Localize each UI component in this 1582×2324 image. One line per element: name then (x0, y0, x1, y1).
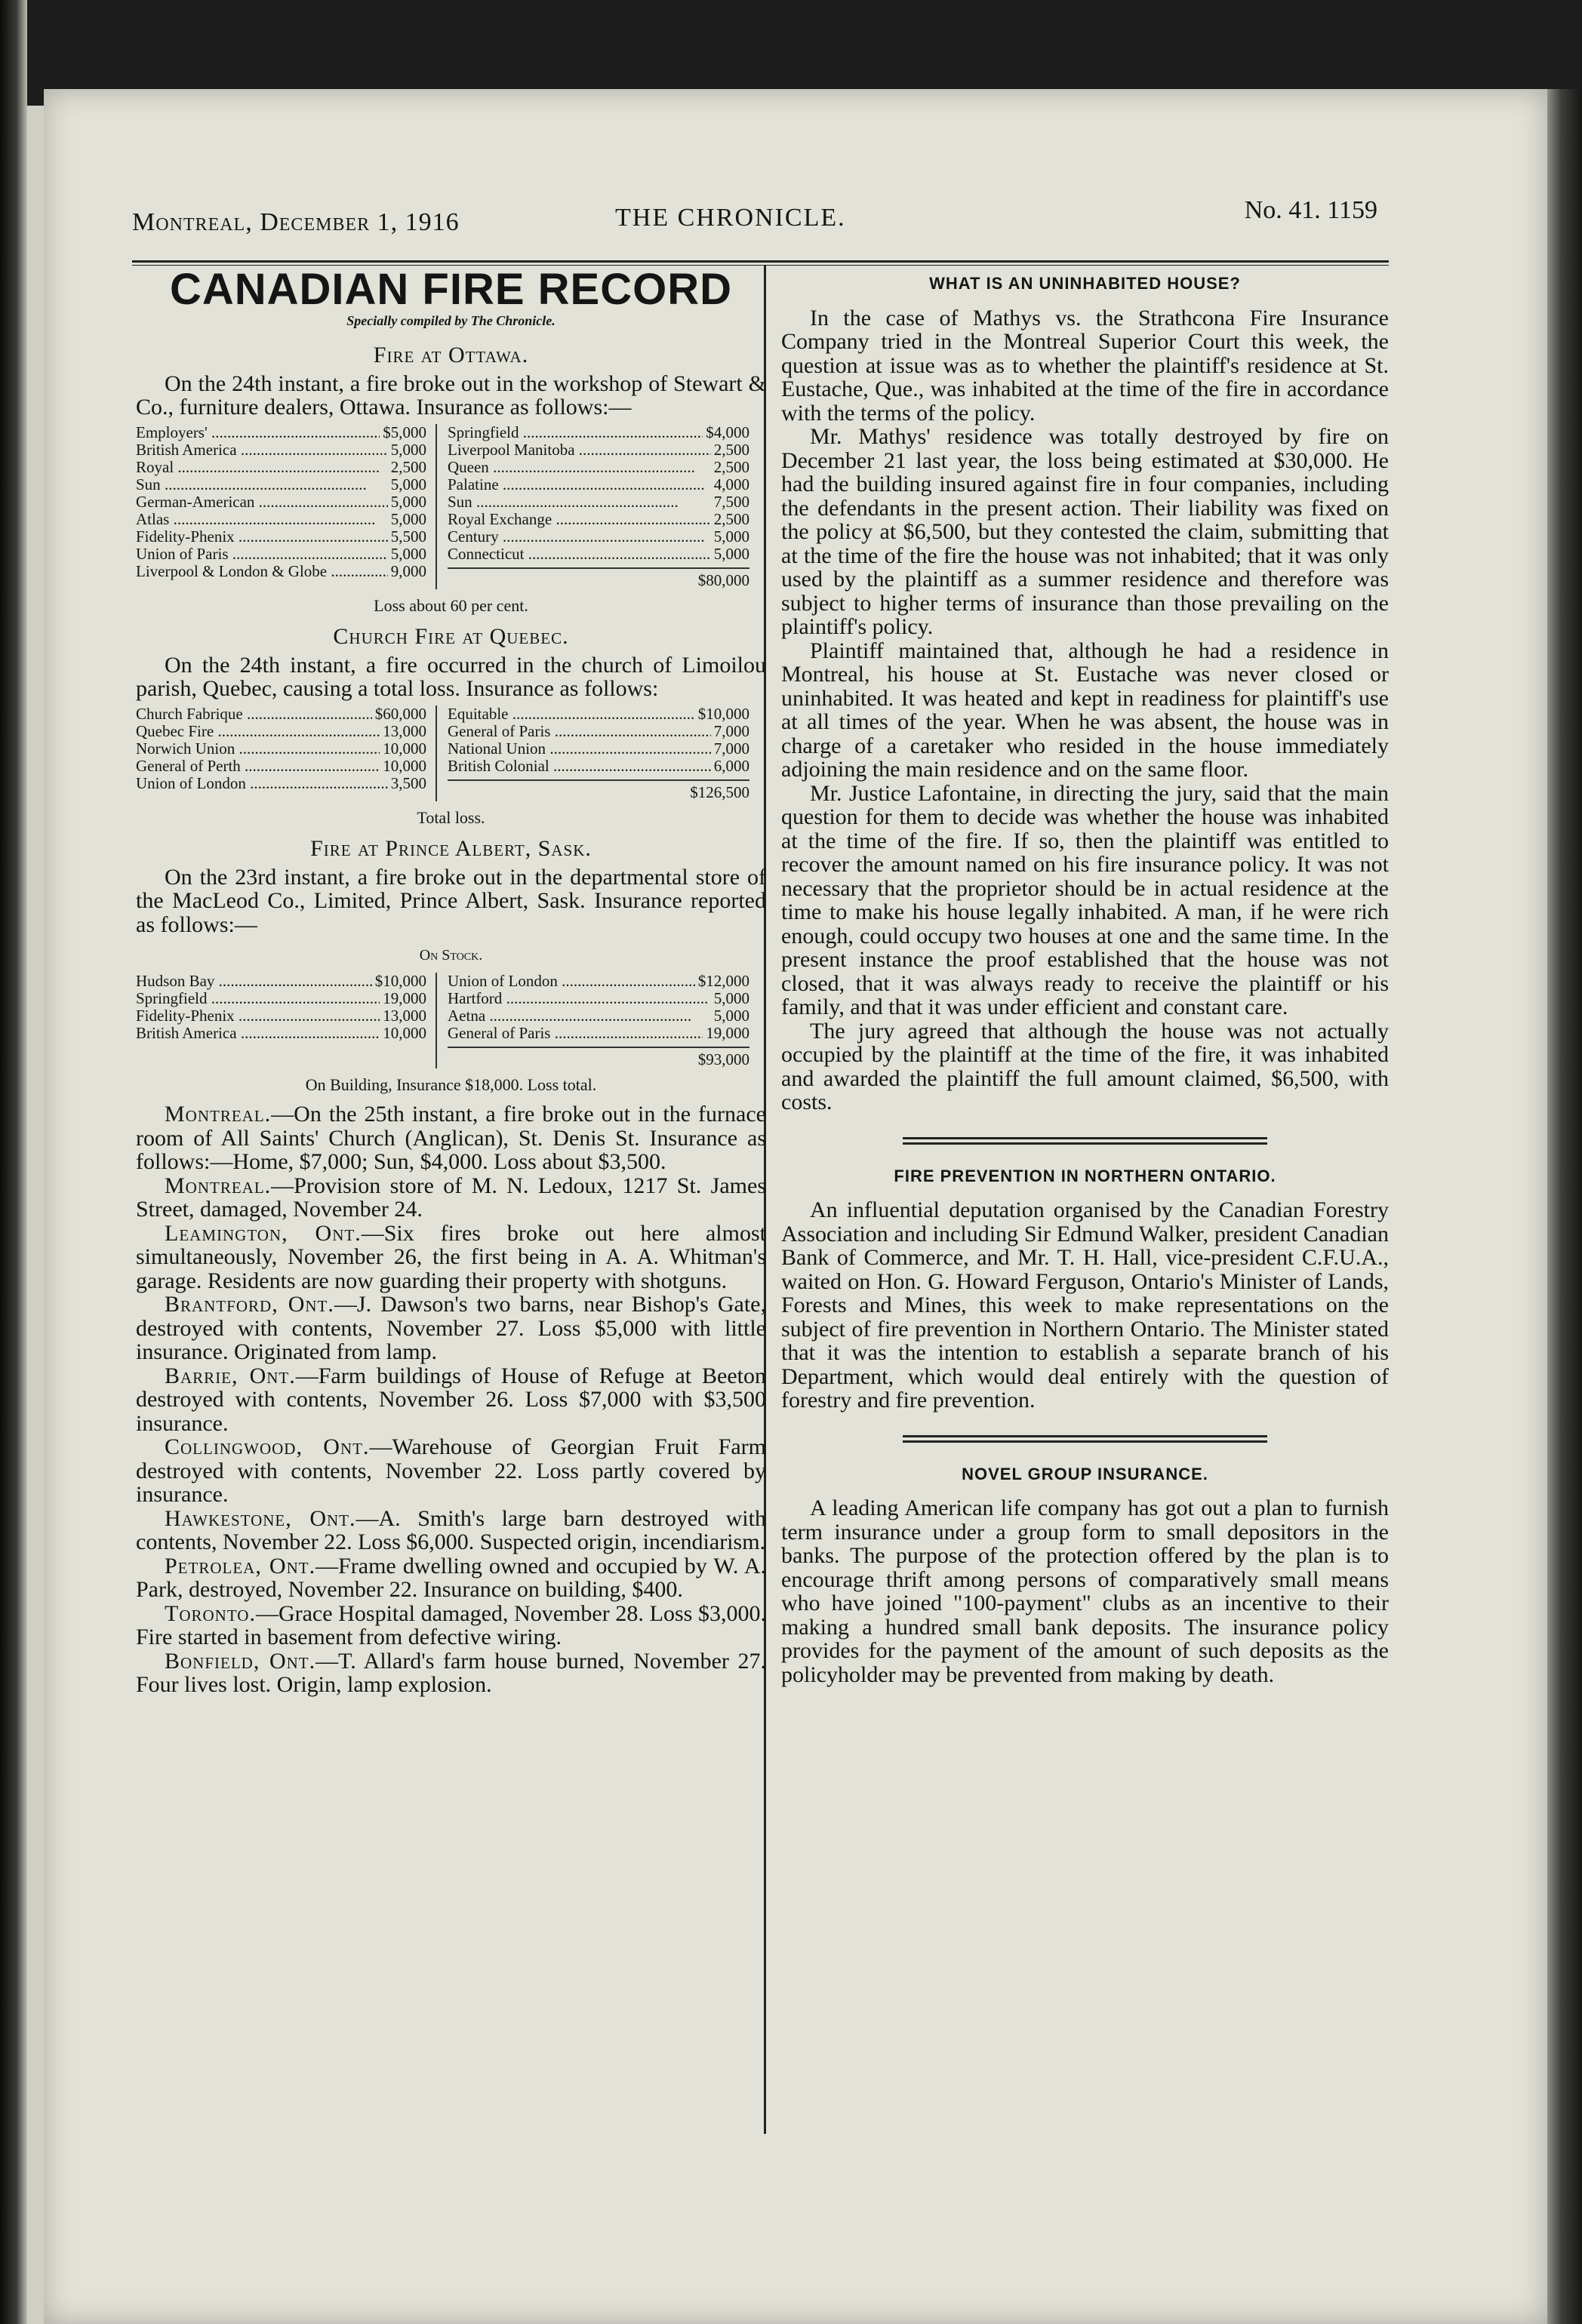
insurance-row (448, 723, 749, 740)
insured-amount: 4,000 (713, 475, 749, 493)
insurer-name: Union of London ..... (448, 973, 695, 990)
quebec-insurance-table (136, 706, 766, 801)
ottawa-col-2 (448, 424, 749, 589)
insurance-row (448, 706, 749, 723)
quebec-paragraph: On the 24th instant, a fire occurred in the church of Limoilou parish, Quebec, causing a total loss. Insurance as follows: (136, 652, 766, 701)
insurer-name: Atlas ..... (136, 511, 388, 528)
insurer-name: Sun ..... (136, 476, 388, 493)
insurer-name: German-American ..... (136, 493, 388, 511)
insurance-row (448, 441, 749, 459)
insurance-row (448, 990, 749, 1007)
prince-albert-col-2-rows (448, 973, 749, 1042)
insured-amount: 19,000 (706, 1023, 749, 1042)
fire-item-place: Leamington, Ont. (165, 1220, 362, 1246)
left-column (136, 265, 767, 1697)
insured-amount: 13,000 (383, 1006, 426, 1025)
fire-item-place: Hawkestone, Ont. (165, 1505, 356, 1531)
insurer-name: Union of Paris ..... (136, 546, 388, 563)
insurance-row (136, 563, 426, 580)
insurer-name: Norwich Union ..... (136, 740, 380, 758)
insurance-row (448, 1025, 749, 1042)
insurance-row (136, 775, 426, 792)
fire-item (136, 1293, 766, 1364)
fire-item-place: Petrolea, Ont. (165, 1553, 316, 1579)
insurance-row (448, 476, 749, 493)
prince-albert-col-2 (448, 973, 749, 1068)
insurer-name: Union of London ..... (136, 775, 388, 792)
insurance-row (136, 476, 426, 493)
ottawa-paragraph: On the 24th instant, a fire broke out in the workshop of Stewart & Co., furniture dealers, Ottawa. Insurance as follows:— (136, 370, 766, 420)
fire-items-list (136, 1102, 766, 1697)
insurance-row (136, 740, 426, 758)
ottawa-total: $80,000 (448, 567, 749, 589)
insurance-row (136, 1025, 426, 1042)
insurance-row (448, 459, 749, 476)
insurer-name: Liverpool Manitoba ..... (448, 441, 711, 459)
insured-amount: $10,000 (374, 971, 426, 990)
insurance-row (136, 441, 426, 459)
insurer-name: Connecticut ..... (448, 546, 711, 563)
article-paragraph: An influential deputation organised by the Canadian Forestry Association and including Sir Edmund Walker, president Canadian Bank of Commerce, and Mr. T. H. Hall, vice-president C.F.U.A., waited on Hon. G. Howard Ferguson, Ontario's Minister of Lands, Forests and Mines, this week to make representations on the subject of fire prevention in Northern Ontario. The Minister stated that it was the intention to establish a separate branch of his Department, which would deal entirely with the question of forestry and fire prevention. (781, 1197, 1389, 1413)
ottawa-col-2-rows (448, 424, 749, 563)
insured-amount: 7,000 (713, 721, 749, 740)
article-3-body (781, 1496, 1389, 1686)
insurer-name: Royal Exchange ..... (448, 511, 711, 528)
insured-amount: 9,000 (390, 561, 426, 580)
insured-amount: 5,000 (390, 475, 426, 493)
quebec-note: Total loss. (417, 807, 485, 827)
prince-albert-paragraph: On the 23rd instant, a fire broke out in the departmental store of the MacLeod Co., Limited, Prince Albert, Sask. Insurance reported as follows:— (136, 864, 766, 937)
insurer-name: Springfield ..... (136, 990, 380, 1007)
insurance-row (448, 973, 749, 990)
insurer-name: British America ..... (136, 441, 388, 459)
ottawa-col-1 (136, 424, 437, 589)
header-page-number: No. 41. 1159 (1244, 196, 1377, 224)
insurer-name: Fidelity-Phenix ..... (136, 1007, 380, 1025)
fire-item-text: —Farm buildings of House of Refuge at Beeton destroyed with contents, November 26. Loss $7,000 with $3,500 insurance. (136, 1363, 767, 1436)
insurer-name: Fidelity-Phenix ..... (136, 528, 388, 546)
ottawa-heading: Fire at Ottawa. (373, 343, 529, 367)
fire-item (136, 1174, 766, 1222)
article-2-heading: FIRE PREVENTION IN NORTHERN ONTARIO. (894, 1166, 1276, 1185)
insured-amount: 5,000 (713, 988, 749, 1007)
insurance-row (448, 758, 749, 775)
insurance-row (136, 990, 426, 1007)
insurer-name: Church Fabrique ..... (136, 706, 372, 723)
fire-item (136, 1435, 766, 1507)
fire-item-place: Toronto. (165, 1600, 256, 1626)
article-paragraph: A leading American life company has got out a plan to furnish term insurance under a group form to small depositors in the banks. The purpose of the protection offered by the plan is to encourage thrift among persons of comparatively small means who have joined "100-payment" clubs as an incentive to their making a hundred small bank deposits. The insurance policy provides for the payment of the amount of such deposits as the policyholder may be prevented from making by death. (781, 1496, 1389, 1687)
insured-amount: 5,000 (390, 492, 426, 511)
quebec-total: $126,500 (448, 779, 749, 801)
insurer-name: Liverpool & London & Globe ..... (136, 563, 388, 580)
fire-item (136, 1102, 766, 1174)
insurer-name: British America ..... (136, 1025, 380, 1042)
insurance-row (136, 546, 426, 563)
insured-amount: 13,000 (383, 721, 426, 740)
fire-item-place: Montreal. (165, 1102, 272, 1127)
article-2-body (781, 1198, 1389, 1413)
fire-item (136, 1649, 766, 1697)
quebec-col-1 (136, 706, 437, 801)
insured-amount: 5,000 (390, 544, 426, 563)
article-paragraph: Plaintiff maintained that, although he had a residence in Montreal, his house at St. Eustache was never closed or uninhabited. It was heated and kept in readiness for plaintiff's use at all times of the year. When he was absent, the house was in charge of a caretaker who resided in the house immediately adjoining the main residence and on the same floor. (781, 638, 1389, 782)
fire-item-text: —Six fires broke out here almost simultaneously, November 26, the first being in A. A. Whitman's garage. Residents are now guarding their property with shotguns. (136, 1220, 766, 1293)
insurance-row (448, 511, 749, 528)
insurer-name: British Colonial ..... (448, 758, 711, 775)
quebec-heading: Church Fire at Quebec. (333, 624, 569, 649)
fire-item-text: —Frame dwelling owned and occupied by W. A. Park, destroyed, November 22. Insurance on building, $400. (136, 1553, 766, 1602)
insurance-row (448, 424, 749, 441)
insured-amount: $10,000 (697, 704, 749, 723)
fire-item-place: Collingwood, Ont. (165, 1434, 370, 1459)
insured-amount: 10,000 (383, 1023, 426, 1042)
insurer-name: Century ..... (448, 528, 711, 546)
fire-item-place: Barrie, Ont. (165, 1363, 296, 1388)
insured-amount: 3,500 (390, 773, 426, 792)
fire-item (136, 1364, 766, 1436)
section-title: CANADIAN FIRE RECORD (170, 265, 732, 314)
insurer-name: Hudson Bay ..... (136, 973, 372, 990)
insurer-name: Aetna ..... (448, 1007, 711, 1025)
insurance-row (448, 493, 749, 511)
insured-amount: 5,000 (713, 527, 749, 546)
insured-amount: 6,000 (713, 756, 749, 775)
insured-amount: 10,000 (383, 756, 426, 775)
fire-item-text: —A. Smith's large barn destroyed with contents, November 22. Loss $6,000. Suspected origin, incendiarism. (136, 1505, 766, 1554)
page-edge-shadow (1547, 89, 1582, 2324)
right-column (781, 272, 1389, 1686)
running-header (87, 189, 1377, 241)
insured-amount: 7,500 (713, 492, 749, 511)
prince-albert-col-1 (136, 973, 437, 1068)
section-subtitle: Specially compiled by The Chronicle. (346, 312, 556, 328)
fire-item-place: Bonfield, Ont. (165, 1648, 316, 1674)
fire-item-text: —Warehouse of Georgian Fruit Farm destroyed with contents, November 22. Loss partly covered by insurance. (136, 1434, 766, 1507)
prince-albert-insurance-table (136, 973, 766, 1068)
insured-amount: $60,000 (374, 704, 426, 723)
insurance-row (136, 459, 426, 476)
insurance-row (136, 493, 426, 511)
insured-amount: 5,000 (390, 509, 426, 528)
insured-amount: 2,500 (390, 457, 426, 476)
insurer-name: General of Paris ..... (448, 1025, 703, 1042)
book-spine (0, 0, 27, 2324)
insurer-name: General of Paris ..... (448, 723, 711, 740)
insured-amount: $4,000 (706, 423, 749, 441)
insurance-row (448, 528, 749, 546)
insurance-row (136, 511, 426, 528)
insurance-row (136, 973, 426, 990)
insured-amount: $5,000 (383, 423, 426, 441)
on-stock-label: On Stock. (419, 947, 483, 964)
fire-item-place: Montreal. (165, 1173, 272, 1198)
quebec-col-2-rows (448, 706, 749, 775)
prince-albert-total: $93,000 (448, 1047, 749, 1068)
insured-amount: 19,000 (383, 988, 426, 1007)
ottawa-insurance-table (136, 424, 766, 589)
insurer-name: Employers' ..... (136, 424, 380, 441)
insured-amount: 2,500 (713, 457, 749, 476)
fire-item-place: Brantford, Ont. (165, 1292, 334, 1317)
insured-amount: 2,500 (713, 509, 749, 528)
header-date: Montreal, December 1, 1916 (132, 208, 460, 236)
insurance-row (448, 546, 749, 563)
ottawa-note: Loss about 60 per cent. (374, 595, 528, 615)
insured-amount: 2,500 (713, 440, 749, 459)
article-paragraph: In the case of Mathys vs. the Strathcona Fire Insurance Company tried in the Montreal Superior Court this week, the question at issue was as to whether the plaintiff's residence at St. Eustache, Que., was inhabited at the time of the fire in accordance with the terms of the policy. (781, 305, 1389, 426)
insurance-row (136, 758, 426, 775)
quebec-col-2 (448, 706, 749, 801)
insurance-row (136, 1007, 426, 1025)
insured-amount: $12,000 (697, 971, 749, 990)
insured-amount: 5,000 (713, 544, 749, 563)
article-1-body (781, 306, 1389, 1114)
insured-amount: 7,000 (713, 739, 749, 758)
insurer-name: Springfield ..... (448, 424, 703, 441)
insurer-name: Equitable ..... (448, 706, 695, 723)
insurer-name: General of Perth ..... (136, 758, 380, 775)
insurer-name: Sun ..... (448, 493, 711, 511)
insurance-row (448, 1007, 749, 1025)
fire-item-text: —On the 25th instant, a fire broke out in the furnace room of All Saints' Church (Anglican), St. Denis St. Insurance as follows:—Home, $7,000; Sun, $4,000. Loss about $3,500. (136, 1102, 766, 1174)
insurance-row (136, 424, 426, 441)
fire-item-text: —T. Allard's farm house burned, November 27. Four lives lost. Origin, lamp explosion. (136, 1648, 766, 1697)
insurer-name: National Union ..... (448, 740, 711, 758)
insured-amount: 5,500 (390, 527, 426, 546)
article-3-heading: NOVEL GROUP INSURANCE. (962, 1464, 1208, 1483)
fire-item (136, 1554, 766, 1602)
insurer-name: Hartford ..... (448, 990, 711, 1007)
insurer-name: Queen ..... (448, 459, 711, 476)
insurance-row (136, 723, 426, 740)
header-journal: THE CHRONICLE. (615, 204, 846, 232)
article-1-heading: WHAT IS AN UNINHABITED HOUSE? (929, 274, 1241, 293)
fire-item-text: —Provision store of M. N. Ledoux, 1217 St. James Street, damaged, November 24. (136, 1173, 766, 1222)
insurance-row (136, 706, 426, 723)
insurance-row (448, 740, 749, 758)
prince-albert-heading: Fire at Prince Albert, Sask. (310, 836, 592, 861)
insurer-name: Royal ..... (136, 459, 388, 476)
fire-item (136, 1222, 766, 1293)
article-paragraph: Mr. Mathys' residence was totally destroyed by fire on December 21 last year, the loss being estimated at $30,000. He had the building insured against fire in four companies, including the defendants in the present action. Their liability was fixed on the policy at $6,500, but they contested the claim, submitting that at the time of the fire the house was not inhabited; that it was only used by the plaintiff as a summer residence and therefore was subject to higher terms of insurance than those prevailing on the plaintiff's policy. (781, 424, 1389, 639)
insurer-name: Palatine ..... (448, 476, 711, 493)
insurer-name: Quebec Fire ..... (136, 723, 380, 740)
article-divider (903, 1137, 1267, 1145)
insured-amount: 5,000 (713, 1006, 749, 1025)
fire-item (136, 1602, 766, 1649)
article-paragraph: The jury agreed that although the house was not actually occupied by the plaintiff at the time of the fire, it was inhabited and awarded the plaintiff the full amount claimed, $6,500, with costs. (781, 1018, 1389, 1114)
article-paragraph: Mr. Justice Lafontaine, in directing the jury, said that the main question for them to decide was whether the house was inhabited at the time of the fire. If so, then the plaintiff was entitled to recover the amount named on his fire insurance policy. It was not necessary that the proprietor should be in actual residence at the time to make his house legally inhabited. A man, if he were rich enough, could occupy two houses at one and the same time. In the present instance the proof established that the house was not closed, that it was always ready to receive the plaintiff or his family, and that it was under efficient and constant care. (781, 780, 1389, 1019)
article-divider (903, 1435, 1267, 1443)
fire-item-text: —J. Dawson's two barns, near Bishop's Gate, destroyed with contents, November 27. Loss $5,000 with little insurance. Originated from lamp. (136, 1292, 766, 1364)
insured-amount: 10,000 (383, 739, 426, 758)
insurance-row (136, 528, 426, 546)
fire-item (136, 1507, 766, 1554)
prince-albert-note: On Building, Insurance $18,000. Loss total. (305, 1074, 597, 1094)
previous-page-edge (27, 106, 44, 2324)
insured-amount: 5,000 (390, 440, 426, 459)
fire-item-text: —Grace Hospital damaged, November 28. Loss $3,000. Fire started in basement from defective wiring. (136, 1600, 766, 1649)
